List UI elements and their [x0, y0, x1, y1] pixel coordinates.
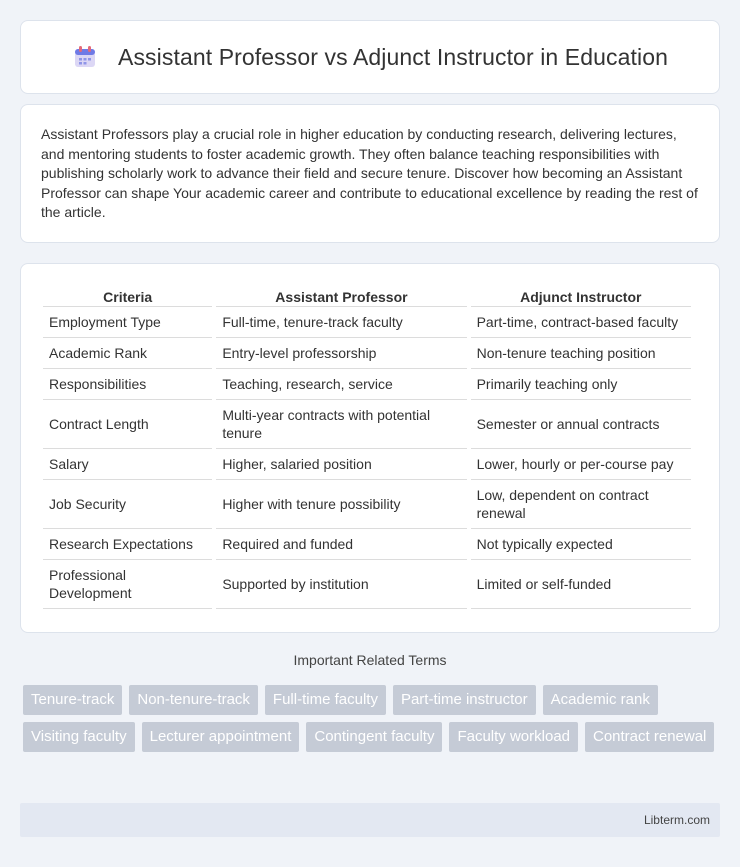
table-cell: Lower, hourly or per-course pay: [471, 449, 691, 480]
header-card: [20, 20, 720, 94]
calendar-icon: [72, 44, 98, 70]
comparison-table: [39, 284, 695, 609]
table-cell: Job Security: [43, 480, 212, 529]
table-cell: Part-time, contract-based faculty: [471, 307, 691, 338]
related-term-tag[interactable]: Full-time faculty: [265, 685, 386, 715]
related-term-tag[interactable]: Non-tenure-track: [129, 685, 258, 715]
table-cell: Entry-level professorship: [216, 338, 466, 369]
table-row: [43, 369, 691, 400]
table-cell: Low, dependent on contract renewal: [471, 480, 691, 529]
comparison-card: [20, 263, 720, 633]
table-row: [43, 400, 691, 449]
table-header-row: [43, 284, 691, 307]
table-row: [43, 529, 691, 560]
related-terms-list: [23, 685, 717, 752]
related-term-tag[interactable]: Part-time instructor: [393, 685, 536, 715]
table-row: [43, 480, 691, 529]
related-term-tag[interactable]: Contingent faculty: [306, 722, 442, 752]
related-term-tag[interactable]: Lecturer appointment: [142, 722, 300, 752]
related-term-tag[interactable]: Visiting faculty: [23, 722, 135, 752]
table-cell: Academic Rank: [43, 338, 212, 369]
table-cell: Semester or annual contracts: [471, 400, 691, 449]
table-cell: Research Expectations: [43, 529, 212, 560]
table-cell: Teaching, research, service: [216, 369, 466, 400]
table-cell: Higher with tenure possibility: [216, 480, 466, 529]
table-row: [43, 307, 691, 338]
related-terms-title: Important Related Terms: [293, 652, 447, 668]
table-cell: Non-tenure teaching position: [471, 338, 691, 369]
related-term-tag[interactable]: Tenure-track: [23, 685, 122, 715]
table-row: [43, 560, 691, 609]
column-header: Adjunct Instructor: [471, 284, 691, 307]
table-cell: Primarily teaching only: [471, 369, 691, 400]
table-cell: Supported by institution: [216, 560, 466, 609]
table-row: [43, 449, 691, 480]
table-cell: Limited or self-funded: [471, 560, 691, 609]
footer-site-link[interactable]: Libterm.com: [643, 813, 710, 827]
table-cell: Higher, salaried position: [216, 449, 466, 480]
table-cell: Employment Type: [43, 307, 212, 338]
related-term-tag[interactable]: Academic rank: [543, 685, 658, 715]
footer: [20, 803, 720, 837]
related-term-tag[interactable]: Contract renewal: [585, 722, 714, 752]
table-cell: Multi-year contracts with potential tenure: [216, 400, 466, 449]
table-cell: Professional Development: [43, 560, 212, 609]
related-term-tag[interactable]: Faculty workload: [449, 722, 578, 752]
intro-card: [20, 104, 720, 243]
table-cell: Contract Length: [43, 400, 212, 449]
table-cell: Not typically expected: [471, 529, 691, 560]
table-cell: Full-time, tenure-track faculty: [216, 307, 466, 338]
table-cell: Required and funded: [216, 529, 466, 560]
table-row: [43, 338, 691, 369]
column-header: Criteria: [43, 284, 212, 307]
table-cell: Salary: [43, 449, 212, 480]
intro-text: Assistant Professors play a crucial role in higher education by conducting research, delivering lectures, and mentoring students to foster academic growth. They often balance teaching responsibilities with publishing scholarly work to advance their field and secure tenure. Discover how becoming an Assistant Professor can shape Your academic career and contribute to educational excellence by reading the rest of the article.: [41, 126, 698, 221]
column-header: Assistant Professor: [216, 284, 466, 307]
table-cell: Responsibilities: [43, 369, 212, 400]
page-title: Assistant Professor vs Adjunct Instructor in Education: [118, 43, 668, 70]
